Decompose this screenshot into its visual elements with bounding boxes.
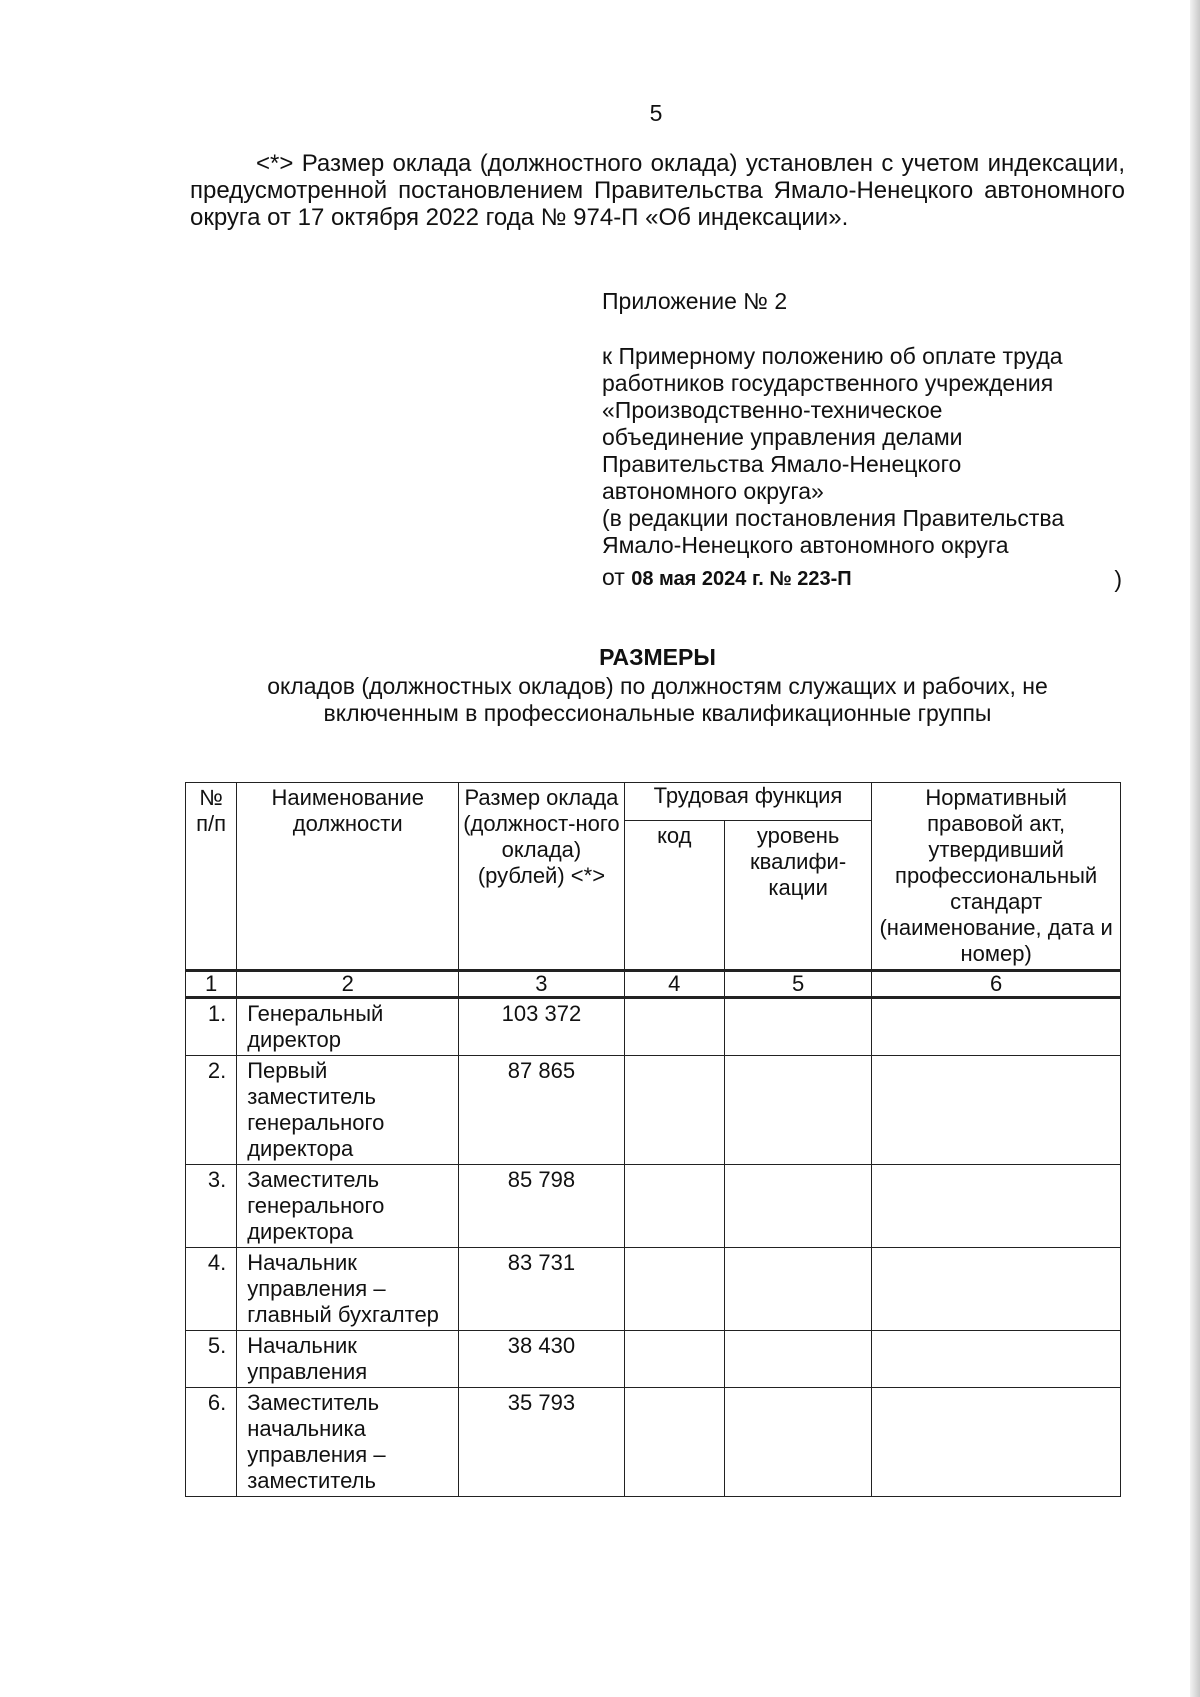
header-level: уровень квалифи-кации [724, 821, 871, 971]
appendix-title: Приложение № 2 [602, 288, 788, 314]
row-position: Заместитель начальника управления – заместитель [237, 1388, 459, 1497]
date-value: 08 мая 2024 г. № 223-П [631, 568, 852, 590]
row-num: 6. [186, 1388, 237, 1497]
footnote [190, 150, 1125, 231]
appendix-line: объединение управления делами [602, 424, 963, 450]
row-position: Начальник управления – главный бухгалтер [237, 1248, 459, 1331]
column-number: 1 [186, 971, 237, 998]
row-code [624, 1165, 724, 1248]
page-number: 5 [649, 100, 663, 126]
footnote-text: Размер оклада (должностного оклада) установлен с учетом индексации, предусмотренной постановлением Правительства Ямало-Ненецкого автономного округа от 17 октября 2022 года № 974-П «Об индексации». [190, 150, 1125, 231]
row-code [624, 1248, 724, 1331]
row-position: Первый заместитель генерального директора [237, 1056, 459, 1165]
header-function: Трудовая функция [624, 783, 872, 821]
header-act: Нормативный правовой акт, утвердивший профессиональный стандарт (наименование, дата и номер) [872, 783, 1121, 971]
column-number: 6 [872, 971, 1121, 998]
heading-title: РАЗМЕРЫ [599, 644, 716, 670]
table-header-row [186, 783, 1121, 821]
row-num: 4. [186, 1248, 237, 1331]
column-number: 5 [724, 971, 871, 998]
heading-subtitle-line: включенным в профессиональные квалификационные группы [323, 700, 992, 726]
column-number: 2 [237, 971, 459, 998]
document-heading [190, 644, 1125, 727]
page-edge-shadow [1190, 0, 1200, 1697]
appendix-line: Ямало-Ненецкого автономного округа [602, 532, 1009, 558]
date-prefix: от [602, 564, 625, 590]
row-salary: 38 430 [459, 1331, 624, 1388]
heading-subtitle-line: окладов (должностных окладов) по должностям служащих и рабочих, не [267, 673, 1048, 699]
appendix-line: к Примерному положению об оплате труда [602, 343, 1063, 369]
row-act [872, 1248, 1121, 1331]
table-row [186, 1248, 1121, 1331]
column-number: 3 [459, 971, 624, 998]
header-code: код [624, 821, 724, 971]
table-row [186, 1388, 1121, 1497]
row-position: Начальник управления [237, 1331, 459, 1388]
row-act [872, 1331, 1121, 1388]
row-code [624, 1056, 724, 1165]
header-num: № п/п [186, 783, 237, 971]
row-salary: 85 798 [459, 1165, 624, 1248]
row-salary: 35 793 [459, 1388, 624, 1497]
row-num: 2. [186, 1056, 237, 1165]
appendix-date-line [602, 564, 1122, 591]
row-level [724, 1388, 871, 1497]
salary-table [185, 782, 1121, 1497]
header-salary: Размер оклада (должност-ного оклада) (рублей) <*> [459, 783, 624, 971]
row-num: 1. [186, 998, 237, 1056]
table-row [186, 1331, 1121, 1388]
row-level [724, 1165, 871, 1248]
row-code [624, 1331, 724, 1388]
row-salary: 103 372 [459, 998, 624, 1056]
row-code [624, 1388, 724, 1497]
footnote-marker: <*> [256, 150, 294, 177]
appendix-line: автономного округа» [602, 478, 824, 504]
row-salary: 83 731 [459, 1248, 624, 1331]
row-position: Заместитель генерального директора [237, 1165, 459, 1248]
row-salary: 87 865 [459, 1056, 624, 1165]
row-level [724, 1331, 871, 1388]
closing-paren: ) [1114, 566, 1122, 592]
row-num: 5. [186, 1331, 237, 1388]
header-name: Наименование должности [237, 783, 459, 971]
row-act [872, 1165, 1121, 1248]
appendix-line: «Производственно-техническое [602, 397, 943, 423]
appendix-line: Правительства Ямало-Ненецкого [602, 451, 962, 477]
row-act [872, 1388, 1121, 1497]
appendix-line: (в редакции постановления Правительства [602, 505, 1065, 531]
row-code [624, 998, 724, 1056]
table-row [186, 1165, 1121, 1248]
row-level [724, 1248, 871, 1331]
row-act [872, 1056, 1121, 1165]
appendix-block [602, 343, 1122, 559]
table-row [186, 1056, 1121, 1165]
row-level [724, 1056, 871, 1165]
table-row [186, 998, 1121, 1056]
column-number-row [186, 971, 1121, 998]
column-number: 4 [624, 971, 724, 998]
row-act [872, 998, 1121, 1056]
row-num: 3. [186, 1165, 237, 1248]
row-position: Генеральный директор [237, 998, 459, 1056]
row-level [724, 998, 871, 1056]
appendix-line: работников государственного учреждения [602, 370, 1054, 396]
